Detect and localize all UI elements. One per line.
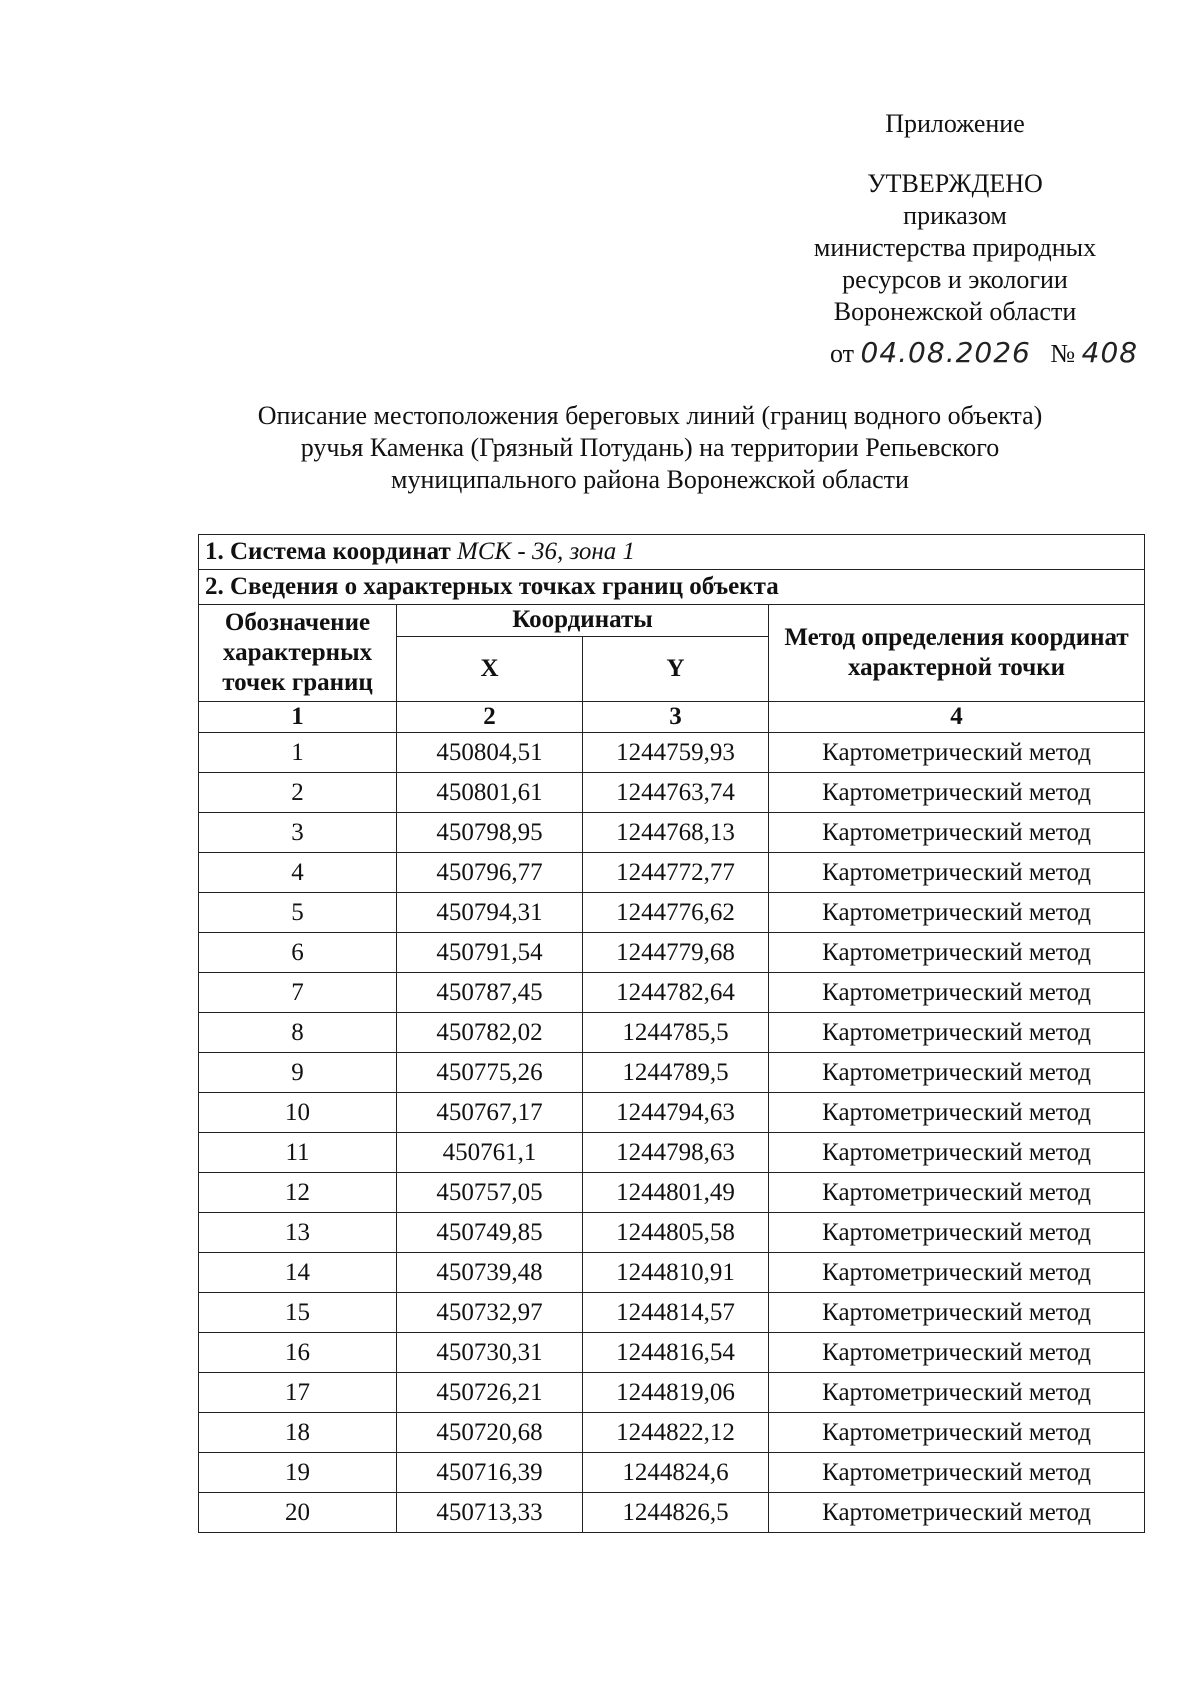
order-date-number: [830, 336, 1138, 369]
table-row: [199, 733, 1145, 773]
y-coordinate-cell: 1244768,13: [583, 813, 769, 853]
date-prefix: от: [830, 339, 855, 368]
point-number-cell: 11: [199, 1133, 397, 1173]
y-coordinate-cell: 1244826,5: [583, 1493, 769, 1533]
y-coordinate-cell: 1244759,93: [583, 733, 769, 773]
y-coordinate-cell: 1244776,62: [583, 893, 769, 933]
column-number: 4: [769, 702, 1145, 733]
y-coordinate-cell: 1244814,57: [583, 1293, 769, 1333]
x-coordinate-cell: 450761,1: [397, 1133, 583, 1173]
y-coordinate-cell: 1244805,58: [583, 1213, 769, 1253]
table-row: [199, 773, 1145, 813]
table-row: [199, 893, 1145, 933]
method-cell: Картометрический метод: [769, 733, 1145, 773]
x-coordinate-cell: 450757,05: [397, 1173, 583, 1213]
method-cell: Картометрический метод: [769, 1373, 1145, 1413]
method-cell: Картометрический метод: [769, 1213, 1145, 1253]
y-coordinate-cell: 1244798,63: [583, 1133, 769, 1173]
x-coordinate-cell: 450720,68: [397, 1413, 583, 1453]
method-cell: Картометрический метод: [769, 1293, 1145, 1333]
x-coordinate-cell: 450749,85: [397, 1213, 583, 1253]
y-coordinate-cell: 1244816,54: [583, 1333, 769, 1373]
table-row: [199, 1133, 1145, 1173]
x-coordinate-cell: 450716,39: [397, 1453, 583, 1493]
x-coordinate-cell: 450787,45: [397, 973, 583, 1013]
point-number-cell: 15: [199, 1293, 397, 1333]
header-y: Y: [583, 636, 769, 701]
x-coordinate-cell: 450767,17: [397, 1093, 583, 1133]
table-row: [199, 813, 1145, 853]
x-coordinate-cell: 450794,31: [397, 893, 583, 933]
x-coordinate-cell: 450730,31: [397, 1333, 583, 1373]
method-cell: Картометрический метод: [769, 1333, 1145, 1373]
y-coordinate-cell: 1244763,74: [583, 773, 769, 813]
header-method: Метод определения координат характерной точки: [769, 605, 1145, 702]
method-cell: Картометрический метод: [769, 813, 1145, 853]
point-number-cell: 20: [199, 1493, 397, 1533]
approval-line: Воронежской области: [833, 297, 1077, 326]
column-number-row: [199, 702, 1145, 733]
method-cell: Картометрический метод: [769, 1253, 1145, 1293]
x-coordinate-cell: 450801,61: [397, 773, 583, 813]
title-line: ручья Каменка (Грязный Потудань) на территории Репьевского: [300, 433, 1000, 462]
y-coordinate-cell: 1244819,06: [583, 1373, 769, 1413]
points-info-row: [199, 570, 1145, 605]
method-cell: Картометрический метод: [769, 933, 1145, 973]
method-cell: Картометрический метод: [769, 893, 1145, 933]
number-prefix: №: [1050, 339, 1076, 368]
y-coordinate-cell: 1244779,68: [583, 933, 769, 973]
method-cell: Картометрический метод: [769, 1173, 1145, 1213]
point-number-cell: 16: [199, 1333, 397, 1373]
document-title: [180, 400, 1120, 496]
y-coordinate-cell: 1244824,6: [583, 1453, 769, 1493]
header-row: [199, 605, 1145, 637]
point-number-cell: 12: [199, 1173, 397, 1213]
x-coordinate-cell: 450739,48: [397, 1253, 583, 1293]
y-coordinate-cell: 1244822,12: [583, 1413, 769, 1453]
column-number: 3: [583, 702, 769, 733]
point-number-cell: 6: [199, 933, 397, 973]
method-cell: Картометрический метод: [769, 973, 1145, 1013]
table-row: [199, 1373, 1145, 1413]
y-coordinate-cell: 1244794,63: [583, 1093, 769, 1133]
method-cell: Картометрический метод: [769, 853, 1145, 893]
coordinate-system-row: [199, 535, 1145, 570]
y-coordinate-cell: 1244782,64: [583, 973, 769, 1013]
method-cell: Картометрический метод: [769, 1453, 1145, 1493]
approval-line: приказом: [903, 201, 1007, 230]
x-coordinate-cell: 450796,77: [397, 853, 583, 893]
appendix-label: Приложение: [885, 109, 1025, 138]
point-number-cell: 14: [199, 1253, 397, 1293]
point-number-cell: 7: [199, 973, 397, 1013]
y-coordinate-cell: 1244772,77: [583, 853, 769, 893]
approval-line: ресурсов и экологии: [842, 265, 1068, 294]
method-cell: Картометрический метод: [769, 1413, 1145, 1453]
point-number-cell: 9: [199, 1053, 397, 1093]
table-row: [199, 1293, 1145, 1333]
table-row: [199, 1413, 1145, 1453]
x-coordinate-cell: 450798,95: [397, 813, 583, 853]
point-number-cell: 1: [199, 733, 397, 773]
point-number-cell: 2: [199, 773, 397, 813]
x-coordinate-cell: 450732,97: [397, 1293, 583, 1333]
coordinate-system-label: 1. Система координат: [205, 538, 451, 565]
table-row: [199, 1213, 1145, 1253]
coordinate-system-value: МСК - 36, зона 1: [457, 538, 636, 565]
method-cell: Картометрический метод: [769, 1053, 1145, 1093]
header-x: X: [397, 636, 583, 701]
coordinates-table: [198, 534, 1145, 1533]
points-info-cell: 2. Сведения о характерных точках границ объекта: [199, 570, 1145, 605]
table-row: [199, 1053, 1145, 1093]
order-number: 408: [1081, 336, 1139, 369]
y-coordinate-cell: 1244801,49: [583, 1173, 769, 1213]
point-number-cell: 13: [199, 1213, 397, 1253]
table-row: [199, 1253, 1145, 1293]
x-coordinate-cell: 450804,51: [397, 733, 583, 773]
point-number-cell: 17: [199, 1373, 397, 1413]
table-row: [199, 853, 1145, 893]
point-number-cell: 3: [199, 813, 397, 853]
x-coordinate-cell: 450775,26: [397, 1053, 583, 1093]
order-date: 04.08.2026: [860, 336, 1031, 369]
table-row: [199, 1453, 1145, 1493]
table-row: [199, 1333, 1145, 1373]
point-number-cell: 4: [199, 853, 397, 893]
table-row: [199, 1173, 1145, 1213]
x-coordinate-cell: 450791,54: [397, 933, 583, 973]
table-row: [199, 933, 1145, 973]
approval-line: министерства природных: [813, 233, 1097, 262]
method-cell: Картометрический метод: [769, 1093, 1145, 1133]
table-row: [199, 973, 1145, 1013]
y-coordinate-cell: 1244789,5: [583, 1053, 769, 1093]
point-number-cell: 8: [199, 1013, 397, 1053]
approval-block: [790, 108, 1120, 328]
point-number-cell: 10: [199, 1093, 397, 1133]
point-number-cell: 19: [199, 1453, 397, 1493]
method-cell: Картометрический метод: [769, 773, 1145, 813]
point-number-cell: 18: [199, 1413, 397, 1453]
x-coordinate-cell: 450726,21: [397, 1373, 583, 1413]
header-point: Обозначение характерных точек границ: [199, 605, 397, 702]
y-coordinate-cell: 1244810,91: [583, 1253, 769, 1293]
point-number-cell: 5: [199, 893, 397, 933]
table-row: [199, 1013, 1145, 1053]
x-coordinate-cell: 450782,02: [397, 1013, 583, 1053]
coordinate-system-cell: [199, 535, 1145, 570]
y-coordinate-cell: 1244785,5: [583, 1013, 769, 1053]
table-row: [199, 1093, 1145, 1133]
column-number: 1: [199, 702, 397, 733]
x-coordinate-cell: 450713,33: [397, 1493, 583, 1533]
column-number: 2: [397, 702, 583, 733]
table-row: [199, 1493, 1145, 1533]
title-line: муниципального района Воронежской области: [391, 465, 909, 494]
approved-stamp-text: УТВЕРЖДЕНО: [867, 169, 1043, 198]
title-line: Описание местоположения береговых линий (границ водного объекта): [257, 401, 1043, 430]
header-coordinates: Координаты: [397, 605, 769, 637]
method-cell: Картометрический метод: [769, 1013, 1145, 1053]
method-cell: Картометрический метод: [769, 1493, 1145, 1533]
method-cell: Картометрический метод: [769, 1133, 1145, 1173]
